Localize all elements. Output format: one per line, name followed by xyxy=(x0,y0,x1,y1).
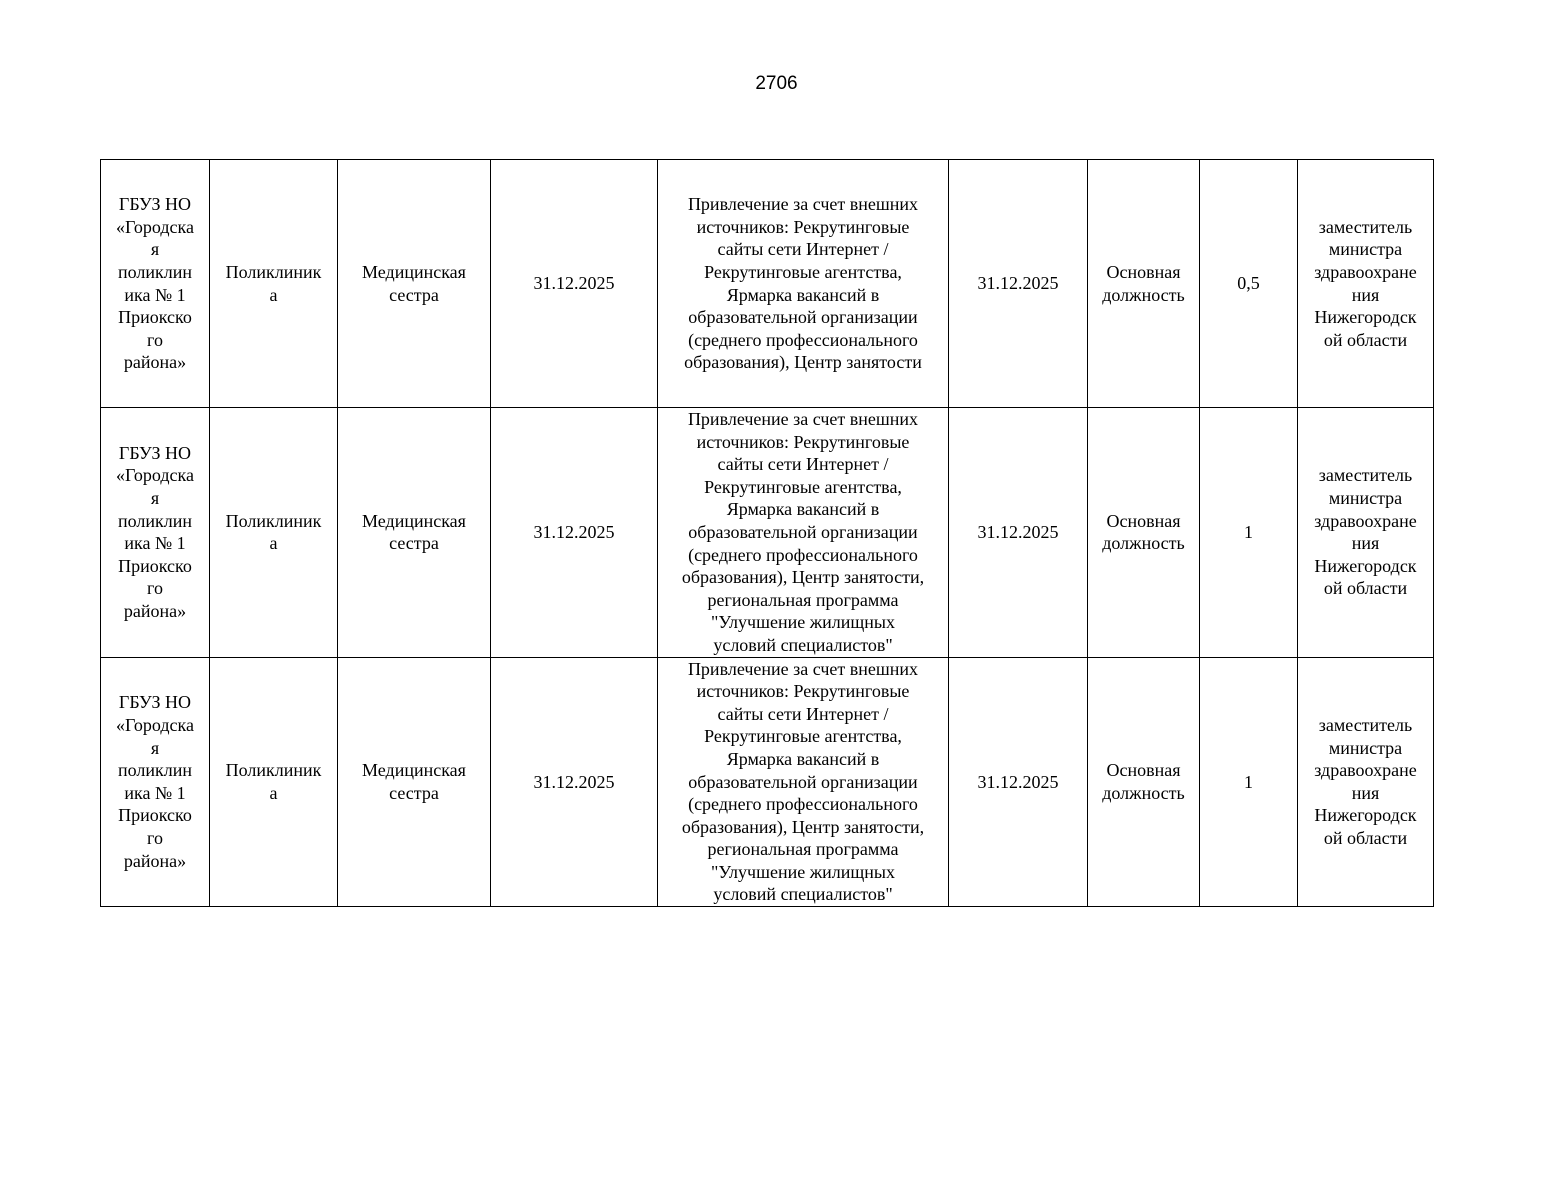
cell-responsible xyxy=(1298,657,1434,907)
cell-employment-type xyxy=(1088,408,1200,658)
cell-date-plan xyxy=(491,657,658,907)
method-text: Привлечение за счет внешних источников: Рекрутинговые сайты сети Интернет / Рекрутинговые агентства, Ярмарка вакансий в образовательной организации (среднего профессионального образования), Центр занятости, региональная программа "Улучшение жилищных условий специалистов" xyxy=(681,658,925,905)
cell-date-plan xyxy=(491,160,658,408)
vacancy-table xyxy=(100,159,1434,907)
division-text: Поликлиник а xyxy=(225,510,322,554)
cell-date-plan xyxy=(491,408,658,658)
rate-text: 1 xyxy=(1244,771,1253,792)
cell-organization xyxy=(101,408,210,658)
date-deadline-text: 31.12.2025 xyxy=(977,771,1059,792)
cell-date-deadline xyxy=(949,408,1088,658)
date-plan-text: 31.12.2025 xyxy=(533,273,615,294)
responsible-text: заместитель министра здравоохране ния Нижегородск ой области xyxy=(1314,465,1417,599)
position-text: Медицинская сестра xyxy=(362,760,466,803)
page-number: 2706 xyxy=(755,73,798,94)
cell-method xyxy=(658,160,949,408)
cell-employment-type xyxy=(1088,657,1200,907)
cell-division xyxy=(210,408,338,658)
cell-position xyxy=(338,160,491,408)
cell-position xyxy=(338,408,491,658)
cell-responsible xyxy=(1298,160,1434,408)
cell-division xyxy=(210,160,338,408)
responsible-text: заместитель министра здравоохране ния Нижегородск ой области xyxy=(1314,216,1417,350)
cell-date-deadline xyxy=(949,160,1088,408)
cell-rate xyxy=(1200,408,1298,658)
date-plan-text: 31.12.2025 xyxy=(533,771,615,792)
cell-employment-type xyxy=(1088,160,1200,408)
cell-organization xyxy=(101,160,210,408)
date-deadline-text: 31.12.2025 xyxy=(977,273,1059,294)
date-deadline-text: 31.12.2025 xyxy=(977,521,1059,542)
method-text: Привлечение за счет внешних источников: Рекрутинговые сайты сети Интернет / Рекрутинговые агентства, Ярмарка вакансий в образовательной организации (среднего профессионального образования), Центр занятости, региональная программа "Улучшение жилищных условий специалистов" xyxy=(681,409,925,655)
table-row xyxy=(101,160,1434,408)
date-plan-text: 31.12.2025 xyxy=(533,521,615,542)
employment-type-text: Основная должность xyxy=(1102,261,1185,305)
table-row xyxy=(101,408,1434,658)
responsible-text: заместитель министра здравоохране ния Нижегородск ой области xyxy=(1314,715,1417,848)
table-row xyxy=(101,657,1434,907)
cell-responsible xyxy=(1298,408,1434,658)
cell-division xyxy=(210,657,338,907)
cell-rate xyxy=(1200,657,1298,907)
rate-text: 0,5 xyxy=(1237,273,1260,294)
method-text: Привлечение за счет внешних источников: Рекрутинговые сайты сети Интернет / Рекрутинговые агентства, Ярмарка вакансий в образовательной организации (среднего профессионального образования), Центр занятости xyxy=(684,194,922,373)
organization-text: ГБУЗ НО «Городска я поликлин ика № 1 Приокско го района» xyxy=(116,194,194,373)
employment-type-text: Основная должность xyxy=(1102,760,1185,803)
employment-type-text: Основная должность xyxy=(1102,510,1185,554)
division-text: Поликлиник а xyxy=(225,261,322,305)
cell-method xyxy=(658,657,949,907)
organization-text: ГБУЗ НО «Городска я поликлин ика № 1 Приокско го района» xyxy=(116,442,194,622)
cell-organization xyxy=(101,657,210,907)
organization-text: ГБУЗ НО «Городска я поликлин ика № 1 Приокско го района» xyxy=(116,692,194,871)
cell-position xyxy=(338,657,491,907)
division-text: Поликлиник а xyxy=(225,760,322,803)
cell-date-deadline xyxy=(949,657,1088,907)
cell-method xyxy=(658,408,949,658)
position-text: Медицинская сестра xyxy=(362,510,466,554)
position-text: Медицинская сестра xyxy=(362,261,466,305)
rate-text: 1 xyxy=(1244,521,1253,542)
cell-rate xyxy=(1200,160,1298,408)
